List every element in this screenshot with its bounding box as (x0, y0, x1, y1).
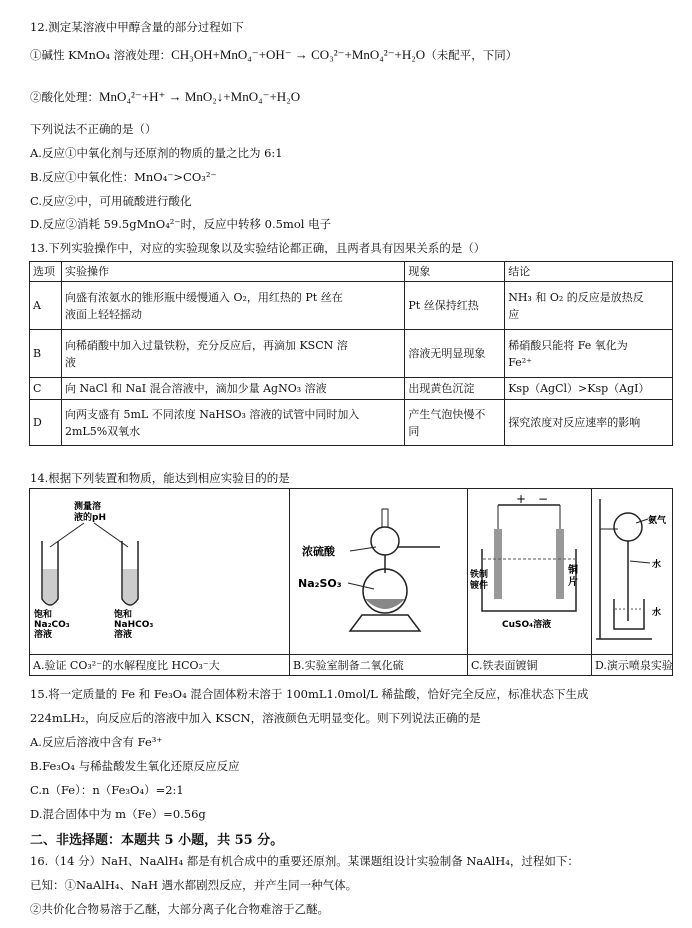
tube2-label: 溶液 (114, 630, 133, 640)
q14-stem: 14.根据下列装置和物质，能达到相应实验目的的是 (30, 471, 290, 485)
q13-table (29, 261, 673, 446)
beaker-icon (614, 599, 644, 629)
q12-step1-prefix: ①碱性 KMnO₄ 溶液处理： (30, 48, 172, 62)
row-phenomenon: Pt 丝保持红热 (405, 282, 505, 330)
apparatus-a (30, 489, 290, 675)
q16-known1: 已知：①NaAlH₄、NaH 遇水都剧烈反应，并产生同一种气体。 (30, 878, 358, 892)
label-water2: 水 (652, 608, 662, 618)
stand-base-icon (350, 615, 420, 631)
iron-item-electrode (494, 529, 502, 599)
solution-fill (43, 569, 57, 604)
conclusion-line: Fe²⁺ (508, 355, 532, 369)
q12-stem: 12.测定某溶液中甲醇含量的部分过程如下 (30, 20, 244, 34)
row-conclusion: 探究浓度对反应速率的影响 (505, 400, 673, 446)
flask-apparatus-diagram (290, 489, 466, 655)
q15-option-c: C.n（Fe）：n（Fe₃O₄）=2:1 (30, 783, 184, 797)
q12-option-a: A.反应①中氧化剂与还原剂的物质的量之比为 6:1 (30, 146, 283, 160)
funnel-stem-icon (382, 509, 388, 527)
phenomenon-line: 同 (408, 424, 420, 438)
caption-c: C.铁表面镀铜 (471, 659, 538, 672)
copper-electrode (556, 529, 564, 599)
q15-stem-line1: 15.将一定质量的 Fe 和 Fe₃O₄ 混合固体粉末溶于 100mL1.0mol/L 稀盐酸，恰好完全反应，标准状态下生成 (30, 687, 589, 701)
row-conclusion (505, 330, 673, 378)
label-solid: Na₂SO₃ (298, 577, 342, 590)
table-row (30, 378, 673, 400)
svg-text:+: + (516, 492, 527, 506)
q12-step1-equation: CH₃OH+MnO₄⁻+OH⁻ → CO₃²⁻+MnO₄²⁻+H₂O (171, 47, 426, 62)
row-option: D (30, 400, 62, 446)
svg-text:−: − (538, 492, 549, 506)
row-phenomenon: 出现黄色沉淀 (405, 378, 505, 400)
row-operation (61, 330, 404, 378)
operation-line: 向两支盛有 5mL 不同浓度 NaHSO₃ 溶液的试管中同时加入 (64, 407, 360, 421)
q16-known2: ②共价化合物易溶于乙醚，大部分离子化合物难溶于乙醚。 (30, 902, 329, 916)
section-heading: 二、非选择题：本题共 5 小题，共 55 分。 (30, 833, 284, 848)
label-acid: 浓硫酸 (302, 545, 335, 558)
conclusion-line: 稀硝酸只能将 Fe 氧化为 (508, 338, 628, 352)
tube2-label: NaHCO₃ (114, 620, 154, 630)
row-conclusion (505, 282, 673, 330)
operation-line: 向稀硝酸中加入过量铁粉，充分反应后，再滴加 KSCN 溶 (64, 338, 348, 352)
label-water1: 水 (652, 560, 662, 570)
q15-option-a: A.反应后溶液中含有 Fe³⁺ (30, 735, 163, 749)
row-option: B (30, 330, 62, 378)
row-option: C (30, 378, 62, 400)
row-operation: 向 NaCl 和 NaI 混合溶液中，滴加少量 AgNO₃ 溶液 (61, 378, 404, 400)
q13-stem: 13.下列实验操作中，对应的实验现象以及实验结论都正确，且两者具有因果关系的是（） (30, 241, 486, 255)
phenomenon-line: 产生气泡快慢不 (408, 407, 486, 421)
caption-d: D.演示喷泉实验 (595, 659, 673, 672)
label-iron2: 镀件 (470, 581, 489, 591)
q12-step1 (30, 47, 517, 63)
q16-stem: 16.（14 分）NaH、NaAlH₄ 都是有机合成中的重要还原剂。某课题组设计实验制备 NaAlH₄，过程如下： (30, 854, 579, 868)
q15-option-d: D.混合固体中为 m（Fe）=0.56g (30, 807, 206, 821)
q12-option-d: D.反应②消耗 59.5gMnO₄²⁻时，反应中转移 0.5mol 电子 (30, 217, 332, 231)
row-conclusion: Ksp（AgCl）>Ksp（AgI） (505, 378, 673, 400)
q12-step2-equation: MnO₄²⁻+H⁺ → MnO₂↓+MnO₄⁻+H₂O (99, 89, 301, 104)
operation-line: 液 (64, 355, 76, 369)
tube1-label: 溶液 (34, 630, 53, 640)
header-operation: 实验操作 (61, 262, 404, 282)
tube1-label: Na₂CO₃ (34, 620, 70, 630)
flask-icon (614, 513, 642, 541)
caption-a: A.验证 CO₃²⁻的水解程度比 HCO₃⁻大 (33, 659, 220, 672)
label-ammonia: 氨气 (648, 516, 667, 526)
row-phenomenon (405, 400, 505, 446)
q14-apparatus-table (29, 488, 673, 676)
row-option: A (30, 282, 62, 330)
q12-option-c: C.反应②中，可用硫酸进行酸化 (30, 194, 192, 208)
table-row (30, 330, 673, 378)
apparatus-d (592, 489, 674, 675)
q12-question: 下列说法不正确的是（） (30, 122, 157, 136)
test-tubes-diagram (30, 489, 288, 655)
label-copper1: 铜 (568, 565, 578, 576)
operation-line: 2mL5%双氧水 (64, 424, 141, 438)
operation-line: 液面上轻轻摇动 (64, 307, 142, 321)
q12-step1-note: （未配平，下同） (425, 48, 518, 62)
q15-option-b: B.Fe₃O₄ 与稀盐酸发生氧化还原反应反应 (30, 759, 240, 773)
row-phenomenon: 溶液无明显现象 (405, 330, 505, 378)
tube2-label: 饱和 (114, 610, 133, 620)
caption-b: B.实验室制备二氧化硫 (293, 659, 404, 672)
operation-line: 向盛有浓氨水的锥形瓶中缓慢通入 O₂，用红热的 Pt 丝在 (64, 290, 343, 304)
q12-option-b: B.反应①中氧化性：MnO₄⁻>CO₃²⁻ (30, 170, 217, 184)
header-phenomenon: 现象 (405, 262, 505, 282)
label-measure1: 测量溶 (74, 502, 102, 512)
conclusion-line: NH₃ 和 O₂ 的反应是放热反 (508, 290, 644, 304)
row-operation (61, 400, 404, 446)
row-operation (61, 282, 404, 330)
fountain-experiment-diagram (592, 489, 672, 655)
tube1-label: 饱和 (34, 610, 53, 620)
apparatus-c (468, 489, 592, 675)
dropping-funnel-icon (371, 527, 399, 555)
label-measure2: 液的pH (74, 513, 106, 523)
solution-fill (123, 569, 137, 604)
conclusion-line: 应 (508, 307, 520, 321)
table-row (30, 400, 673, 446)
electroplating-diagram (468, 489, 590, 655)
apparatus-b (290, 489, 468, 675)
header-option: 选项 (30, 262, 62, 282)
label-copper2: 片 (568, 577, 578, 588)
q15-stem-line2: 224mLH₂，向反应后的溶液中加入 KSCN，溶液颜色无明显变化。则下列说法正确的是 (30, 711, 481, 725)
table-header-row (30, 262, 673, 282)
label-iron1: 铁制 (470, 570, 489, 580)
q12-step2-prefix: ②酸化处理： (30, 90, 99, 104)
table-row (30, 282, 673, 330)
label-cuso4: CuSO₄溶液 (502, 620, 552, 630)
q12-step2 (30, 89, 300, 105)
header-conclusion: 结论 (505, 262, 673, 282)
